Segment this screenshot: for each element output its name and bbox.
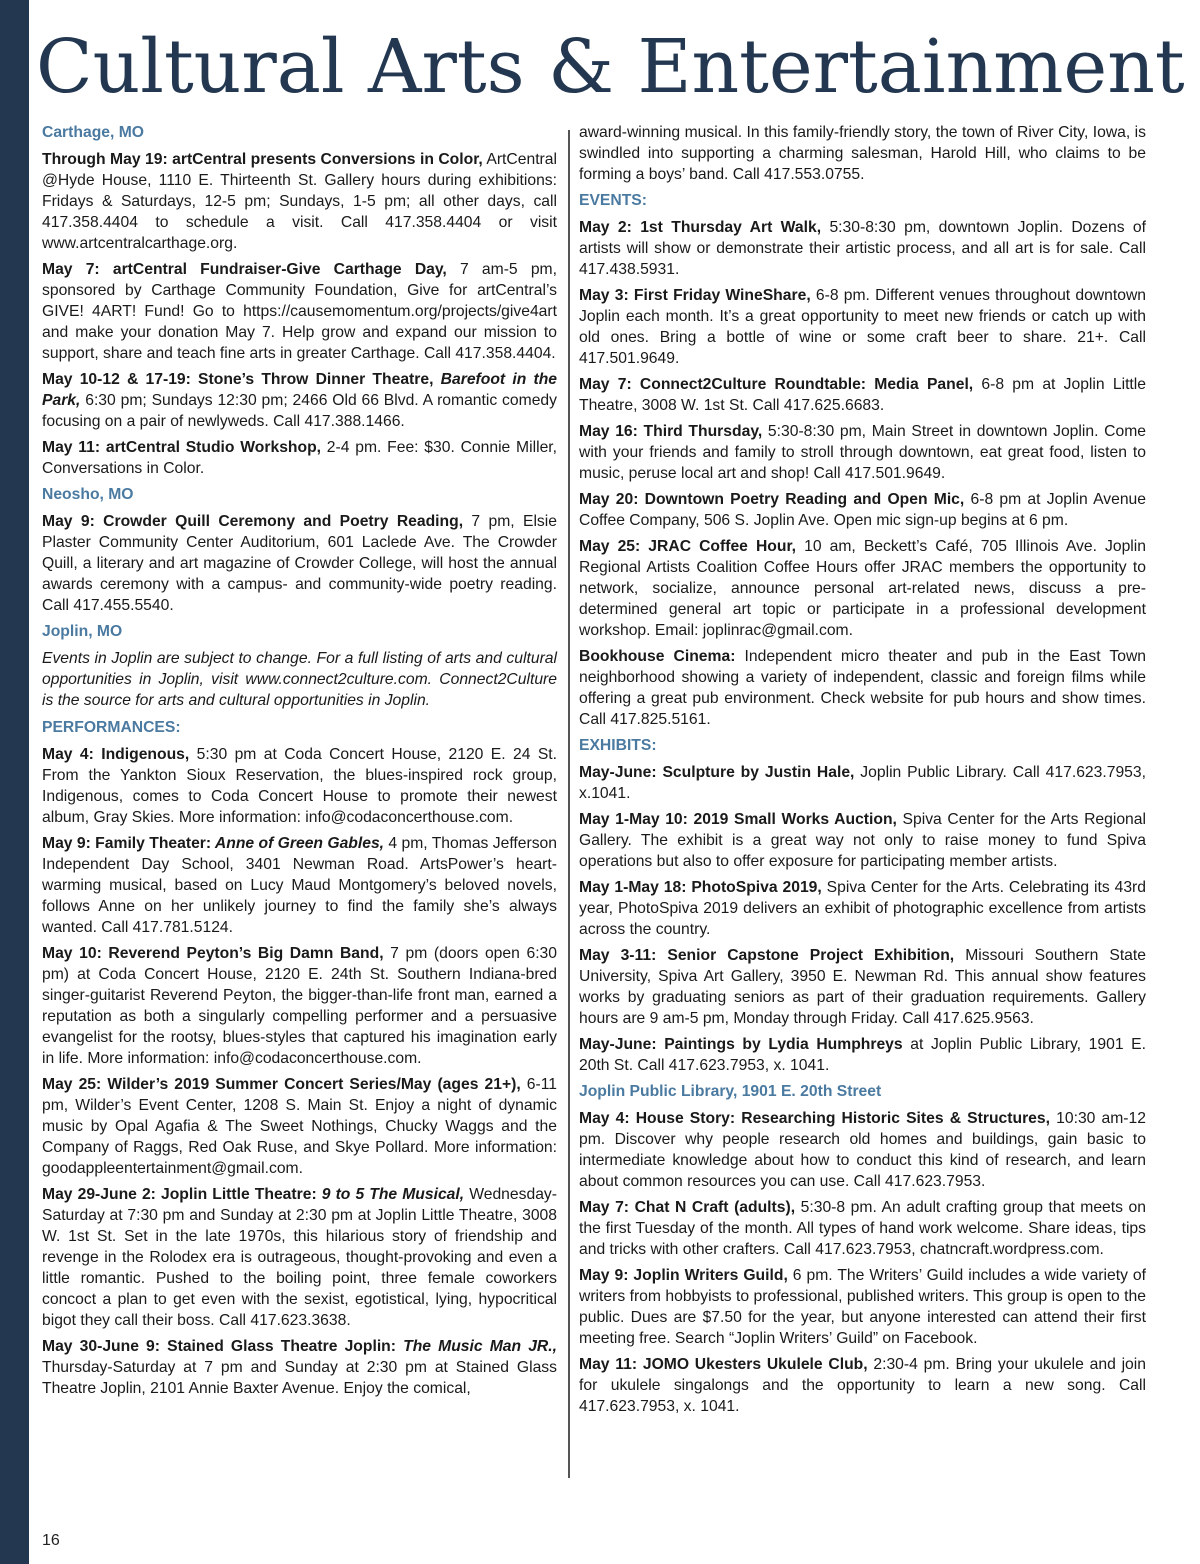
event-item: May 11: JOMO Ukesters Ukulele Club, 2:30-4 pm. Bring your ukulele and join for ukulele singalongs and the opportunity to learn a new song. Call 417.623.7953, x. 1041. xyxy=(579,1356,1146,1415)
event-item: May 7: Chat N Craft (adults), 5:30-8 pm. An adult crafting group that meets on the first Tuesday of the month. All types of hand work welcome. Share ideas, tips and tricks with other crafters. Call 417.623.7953, chatncraft.wordpress.com. xyxy=(579,1199,1146,1258)
section-heading-library: Joplin Public Library, 1901 E. 20th Street xyxy=(579,1083,882,1100)
event-item: May 3: First Friday WineShare, 6-8 pm. Different venues throughout downtown Joplin each month. It’s a great opportunity to meet new friends or catch up with old ones. Bring a bottle of wine or some craft beer to share. 21+. Call 417.501.9649. xyxy=(579,287,1146,367)
page-title: Cultural Arts & Entertainment xyxy=(36,24,1185,110)
exhibit-item: May 1-May 18: PhotoSpiva 2019, Spiva Center for the Arts. Celebrating its 43rd year, PhotoSpiva 2019 delivers an exhibit of photographic excellence from artists across the country. xyxy=(579,879,1147,938)
event-item: May 20: Downtown Poetry Reading and Open Mic, 6-8 pm at Joplin Avenue Coffee Company, 506 S. Joplin Ave. Open mic sign-up begins at 6 pm. xyxy=(579,491,1147,529)
event-item: May 9: Crowder Quill Ceremony and Poetry Reading, 7 pm, Elsie Plaster Community Center Auditorium, 601 Laclede Ave. The Crowder Quill, a literary and art magazine of Crowder College, will host the annual awards ceremony with a campus- and community-wide poetry reading. Call 417.455.5540. xyxy=(42,513,557,614)
event-item: May 10-12 & 17-19: Stone’s Throw Dinner Theatre, Barefoot in the Park, 6:30 pm; Sundays 12:30 pm; 2466 Old 66 Blvd. A romantic comedy focusing on a pair of newlyweds. Call 417.388.1466. xyxy=(42,371,557,430)
exhibit-item: May 3-11: Senior Capstone Project Exhibition, Missouri Southern State University, Spiva Art Gallery, 3950 E. Newman Rd. This annual show features works by graduating seniors as part of their graduation requirements. Gallery hours are 9 am-5 pm, Monday through Friday. Call 417.625.9563. xyxy=(579,947,1146,1027)
section-heading-neosho: Neosho, MO xyxy=(42,486,134,503)
exhibit-item: May-June: Paintings by Lydia Humphreys at Joplin Public Library, 1901 E. 20th St. Call 417.623.7953, x. 1041. xyxy=(579,1036,1146,1074)
event-item: May 25: Wilder’s 2019 Summer Concert Series/May (ages 21+), 6-11 pm, Wilder’s Event Center, 1208 S. Main St. Enjoy a night of dynamic music by Opal Agafia & The Sweet Nothings, Chucky Waggs and the Company of Raggs, Red Oak Ruse, and Skye Pollard. More information: goodappleentertainment@gmail.com. xyxy=(42,1076,557,1177)
event-item: May 9: Joplin Writers Guild, 6 pm. The Writers’ Guild includes a wide variety of writers from hobbyists to professional, published writers. This group is open to the public. Dues are $7.50 for the year, but anyone interested can attend their first meeting free. Search “Joplin Writers’ Guild” on Facebook. xyxy=(579,1267,1146,1347)
section-heading-carthage: Carthage, MO xyxy=(42,124,144,141)
event-item: May 10: Reverend Peyton’s Big Damn Band, 7 pm (doors open 6:30 pm) at Coda Concert House, 2120 E. 24th St. Southern Indiana-bred singer-guitarist Reverend Peyton, the bigger-than-life front man, earned a reputation as both a singularly compelling performer and a persuasive evangelist for the rootsy, blues-styles that captured his imagination early in life. More information: info@codaconcerthouse.com. xyxy=(42,945,557,1067)
section-heading-exhibits: EXHIBITS: xyxy=(579,737,657,754)
section-heading-events: EVENTS: xyxy=(579,192,647,209)
event-item: Through May 19: artCentral presents Conversions in Color, ArtCentral @Hyde House, 1110 E. Thirteenth St. Gallery hours during exhibitions: Fridays & Saturdays, 12-5 pm; Sundays, 1-5 pm; all other days, call 417.358.4404 to schedule a visit. Call 417.358.4404 or visit www.artcentralcarthage.org. xyxy=(42,151,557,252)
event-item: May 7: Connect2Culture Roundtable: Media Panel, 6-8 pm at Joplin Little Theatre, 3008 W. 1st St. Call 417.625.6683. xyxy=(579,376,1146,414)
page-number: 16 xyxy=(42,1532,60,1549)
right-column xyxy=(579,122,1146,1422)
page-edge-bar xyxy=(0,0,29,1564)
event-item: Bookhouse Cinema: Independent micro theater and pub in the East Town neighborhood showing a variety of independent, classic and foreign films while offering a great pub environment. Check website for pub hours and show times. Call 417.825.5161. xyxy=(579,648,1147,728)
event-item: May 30-June 9: Stained Glass Theatre Joplin: The Music Man JR., Thursday-Saturday at 7 pm and Sunday at 2:30 pm at Stained Glass Theatre Joplin, 2101 Annie Baxter Avenue. Enjoy the comical, xyxy=(42,1338,557,1397)
exhibit-item: May-June: Sculpture by Justin Hale, Joplin Public Library. Call 417.623.7953, x.1041. xyxy=(579,764,1146,802)
column-divider xyxy=(568,130,570,1478)
joplin-note: Events in Joplin are subject to change. For a full listing of arts and cultural opportunities in Joplin, visit www.connect2culture.com. Connect2Culture is the source for arts and cultural opportunities in Joplin. xyxy=(42,650,557,709)
event-item: May 11: artCentral Studio Workshop, 2-4 pm. Fee: $30. Connie Miller, Conversations in Color. xyxy=(42,439,558,477)
section-heading-performances: PERFORMANCES: xyxy=(42,719,181,736)
event-item: May 2: 1st Thursday Art Walk, 5:30-8:30 pm, downtown Joplin. Dozens of artists will show or demonstrate their artistic process, and all art is for sale. Call 417.438.5931. xyxy=(579,219,1146,278)
event-item: May 16: Third Thursday, 5:30-8:30 pm, Main Street in downtown Joplin. Come with your friends and family to stroll through downtown, eat great food, listen to music, peruse local art and shop! Call 417.501.9649. xyxy=(579,423,1146,482)
exhibit-item: May 1-May 10: 2019 Small Works Auction, Spiva Center for the Arts Regional Gallery. The exhibit is a great way not only to raise money to fund Spiva operations but also to offer exposure for participating member artists. xyxy=(579,811,1146,870)
continued-text: award-winning musical. In this family-friendly story, the town of River City, Iowa, is swindled into supporting a charming salesman, Harold Hill, who claims to be forming a boys’ band. Call 417.553.0755. xyxy=(579,124,1146,183)
event-item: May 4: House Story: Researching Historic Sites & Structures, 10:30 am-12 pm. Discover why people research old homes and buildings, gain basic to intermediate knowledge about how to conduct this kind of research, and learn about common resources you can use. Call 417.623.7953. xyxy=(579,1110,1146,1190)
event-item: May 9: Family Theater: Anne of Green Gables, 4 pm, Thomas Jefferson Independent Day School, 3401 Newman Road. ArtsPower’s heart-warming musical, based on Lucy Maud Montgomery’s beloved novels, follows Anne on her unlikely journey to find the family she’s always wanted. Call 417.781.5124. xyxy=(42,835,557,936)
left-column xyxy=(42,122,557,1404)
event-item: May 7: artCentral Fundraiser-Give Carthage Day, 7 am-5 pm, sponsored by Carthage Community Foundation, Give for artCentral’s GIVE! 4ART! Fund! Go to https://causemomentum.org/projects/give4art and make your donation May 7. Help grow and expand our mission to support, share and teach fine arts in greater Carthage. Call 417.358.4404. xyxy=(42,261,557,362)
section-heading-joplin: Joplin, MO xyxy=(42,623,123,640)
event-item: May 25: JRAC Coffee Hour, 10 am, Beckett’s Café, 705 Illinois Ave. Joplin Regional Artists Coalition Coffee Hours offer JRAC members the opportunity to network, socialize, announce personal art-related news, discuss a pre-determined general art topic or participate in a professional development workshop. Email: joplinrac@gmail.com. xyxy=(579,538,1146,639)
event-item: May 4: Indigenous, 5:30 pm at Coda Concert House, 2120 E. 24 St. From the Yankton Sioux Reservation, the blues-inspired rock group, Indigenous, comes to Coda Concert House to promote their newest album, Gray Skies. More information: info@codaconcerthouse.com. xyxy=(42,746,558,826)
event-item: May 29-June 2: Joplin Little Theatre: 9 to 5 The Musical, Wednesday-Saturday at 7:30 pm and Sunday at 2:30 pm at Joplin Little Theatre, 3008 W. 1st St. Set in the late 1970s, this hilarious story of friendship and revenge in the Rolodex era is outrageous, thought-provoking and even a little romantic. Pushed to the boiling point, three female coworkers concoct a plan to get even with the sexist, egotistical, lying, hypocritical bigot they call their boss. Call 417.623.3638. xyxy=(42,1186,557,1329)
